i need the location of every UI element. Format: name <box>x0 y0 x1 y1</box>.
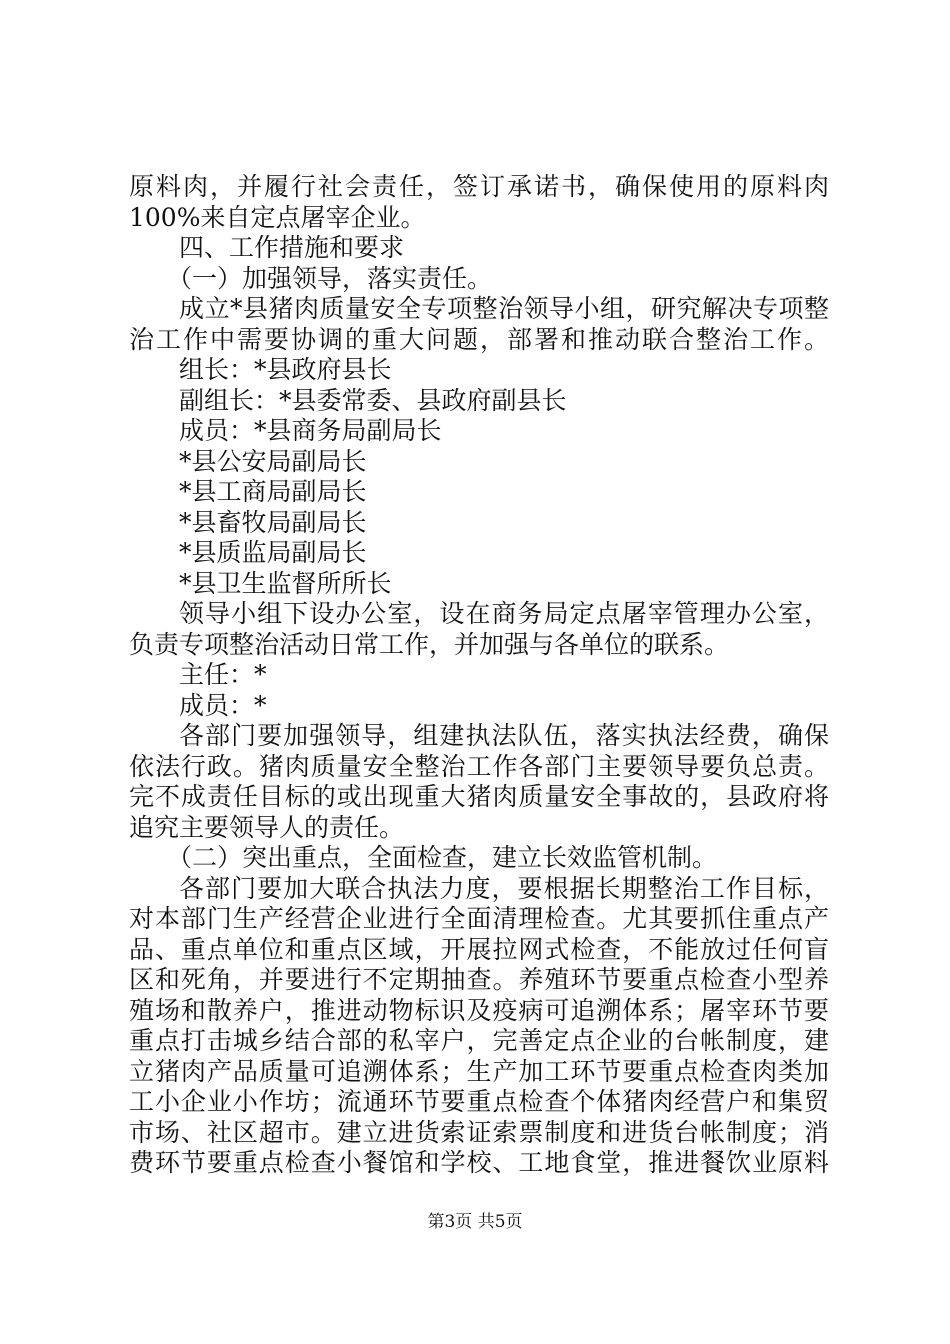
text-line: 各部门要加大联合执法力度，要根据长期整治工作目标， <box>179 873 829 903</box>
text-line: 依法行政。猪肉质量安全整治工作各部门主要领导要负总责。 <box>129 751 829 781</box>
text-line: 工小企业小作坊；流通环节要重点检查个体猪肉经营户和集贸 <box>129 1087 829 1116</box>
page-number-footer: 第3页 共5页 <box>427 1212 523 1232</box>
text-line: *县畜牧局副局长 <box>179 507 367 537</box>
text-line: 市场、社区超市。建立进货索证索票制度和进货台帐制度；消 <box>129 1117 829 1147</box>
text-line: 殖场和散养户，推进动物标识及疫病可追溯体系；屠宰环节要 <box>129 995 829 1025</box>
text-line: *县工商局副局长 <box>179 477 367 506</box>
text-line: 副组长：*县委常委、县政府副县长 <box>179 385 567 415</box>
text-line: 费环节要重点检查小餐馆和学校、工地食堂，推进餐饮业原料 <box>129 1148 829 1177</box>
section-heading: 四、工作措施和要求 <box>179 233 405 262</box>
text-line: 成员：* <box>179 690 267 720</box>
text-line: 各部门要加强领导，组建执法队伍，落实执法经费，确保 <box>179 721 829 750</box>
text-line: 领导小组下设办公室，设在商务局定点屠宰管理办公室， <box>179 599 829 628</box>
document-body <box>129 172 829 1179</box>
subsection-heading: （一）加强领导，落实责任。 <box>167 263 493 293</box>
text-line: 成员：*县商务局副局长 <box>179 416 442 445</box>
text-line: 区和死角，并要进行不定期抽查。养殖环节要重点检查小型养 <box>129 965 829 994</box>
text-line: 追究主要领导人的责任。 <box>129 812 405 842</box>
text-line: 原料肉，并履行社会责任，签订承诺书，确保使用的原料肉 <box>129 172 829 201</box>
text-line: 品、重点单位和重点区域，开展拉网式检查，不能放过任何盲 <box>129 934 829 964</box>
text-line: 重点打击城乡结合部的私宰户，完善定点企业的台帐制度，建 <box>129 1026 829 1055</box>
text-line: 治工作中需要协调的重大问题，部署和推动联合整治工作。 <box>129 324 829 354</box>
text-line: *县卫生监督所所长 <box>179 568 392 598</box>
text-line: 对本部门生产经营企业进行全面清理检查。尤其要抓住重点产 <box>129 904 829 933</box>
text-line: 主任：* <box>179 660 267 689</box>
text-line: 组长：*县政府县长 <box>179 355 392 384</box>
text-line: *县质监局副局长 <box>179 538 367 567</box>
text-line: 成立*县猪肉质量安全专项整治领导小组，研究解决专项整 <box>179 294 829 323</box>
text-line: 完不成责任目标的或出现重大猪肉质量安全事故的，县政府将 <box>129 782 829 811</box>
text-line: 立猪肉产品质量可追溯体系；生产加工环节要重点检查肉类加 <box>129 1056 829 1086</box>
text-line: 负责专项整治活动日常工作，并加强与各单位的联系。 <box>129 629 730 659</box>
text-line: *县公安局副局长 <box>179 446 367 476</box>
text-line: 100%来自定点屠宰企业。 <box>129 202 426 232</box>
subsection-heading: （二）突出重点，全面检查，建立长效监管机制。 <box>167 843 718 872</box>
